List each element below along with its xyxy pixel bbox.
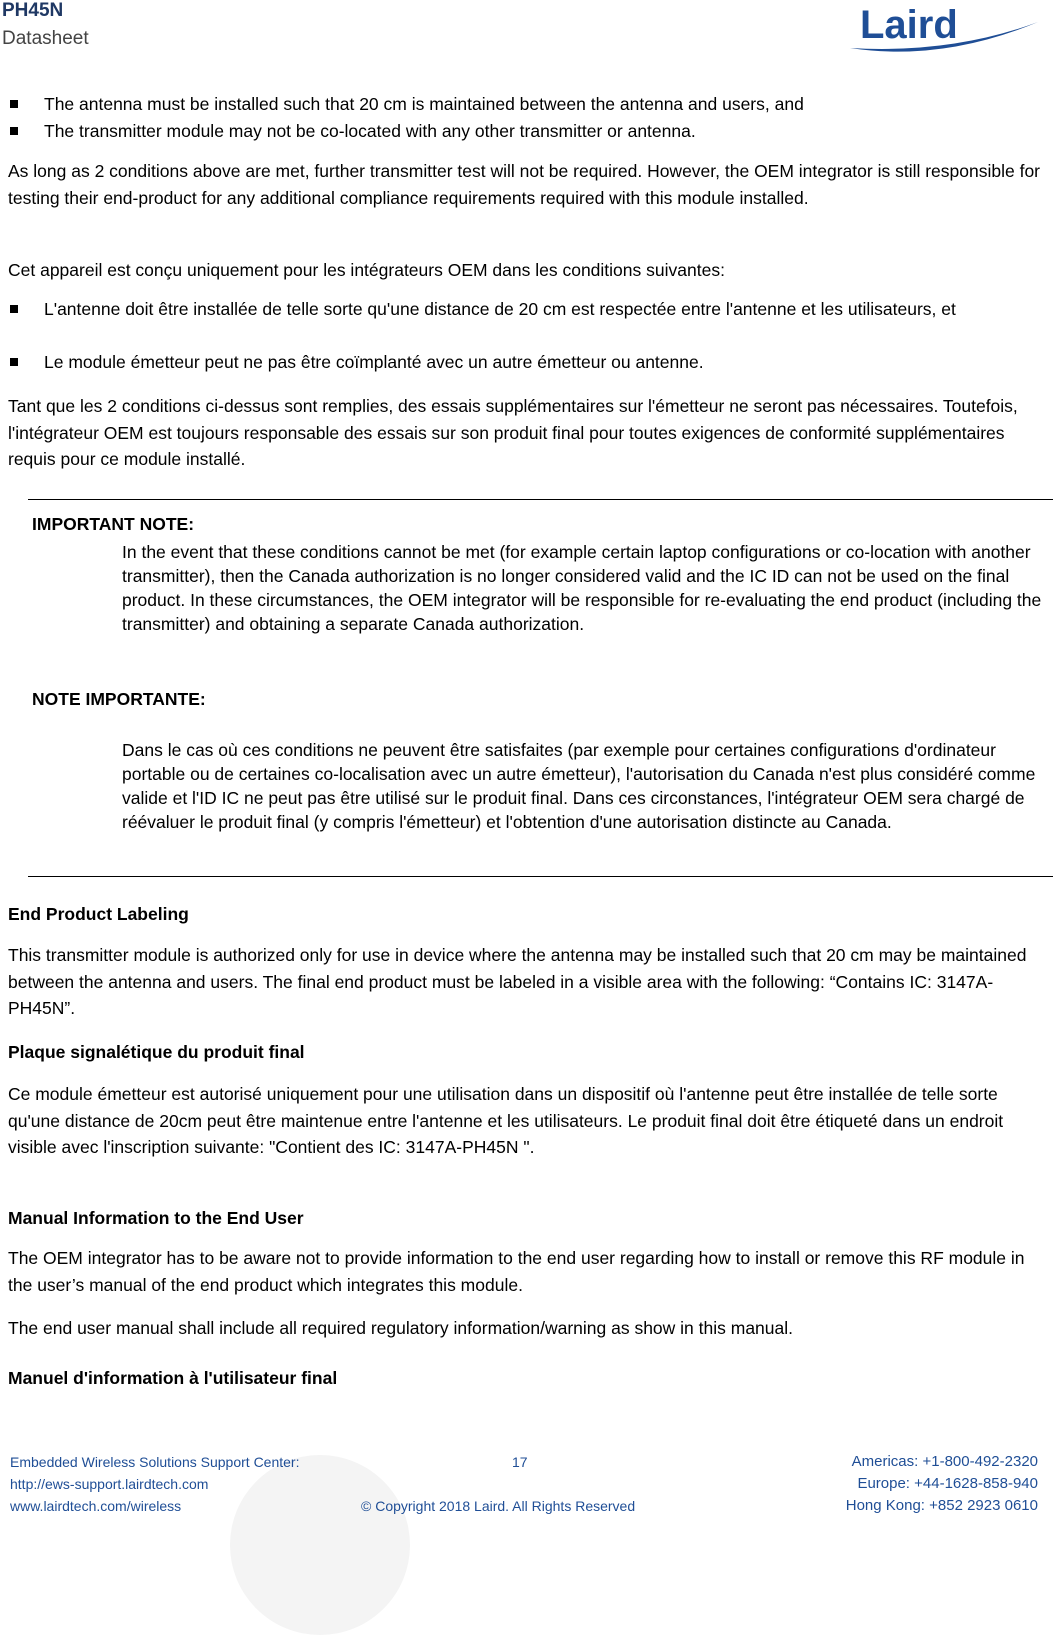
note-fr-body: Dans le cas où ces conditions ne peuvent être satisfaites (par exemple pour certaines configurations d'ordinateur portable ou de certaines co-localisation avec un autre émetteur), l'autorisation du Canada n'est plus considéré comme valide et l'ID IC ne peut pas être utilisé sur le produit final. Dans ces circonstances, l'intégrateur OEM sera chargé de réévaluer le produit final (y compris l'émetteur) et l'obtention d'une autorisation distincte au Canada. — [122, 740, 1036, 832]
divider — [28, 876, 1053, 877]
bullet-square-icon — [10, 358, 18, 366]
section-heading: Manuel d'information à l'utilisateur final — [8, 1368, 338, 1388]
note-en-body: In the event that these conditions cannot be met (for example certain laptop configurations or co-location with another transmitter), then the Canada authorization is no longer considered valid and the IC ID can not be used on the final product. In these circumstances, the OEM integrator will be responsible for re-evaluating the end product (including the transmitter) and obtaining a separate Canada authorization. — [122, 542, 1042, 634]
footer-left — [10, 1451, 299, 1517]
section-heading: Manual Information to the End User — [8, 1208, 304, 1228]
section-heading: End Product Labeling — [8, 904, 189, 924]
manual-paragraph: The OEM integrator has to be aware not to provide information to the end user regarding how to install or remove this RF module in the user’s manual of the end product which integrates this module. — [8, 1248, 1025, 1295]
note-fr-title: NOTE IMPORTANTE: — [32, 689, 206, 709]
copyright: © Copyright 2018 Laird. All Rights Reserved — [361, 1498, 636, 1514]
americas-phone: Americas: +1-800-492-2320 — [851, 1453, 1038, 1470]
product-code: PH45N — [2, 0, 64, 21]
website-link[interactable]: www.lairdtech.com/wireless — [10, 1498, 182, 1514]
hongkong-phone: Hong Kong: +852 2923 0610 — [845, 1497, 1038, 1514]
manual-paragraph: The end user manual shall include all required regulatory information/warning as show in this manual. — [8, 1318, 794, 1338]
bullet-square-icon — [10, 100, 18, 108]
paragraph-en: As long as 2 conditions above are met, further transmitter test will not be required. However, the OEM integrator is still responsible for testing their end-product for any additional compliance requirements required with this module installed. — [8, 161, 1041, 208]
intro-fr: Cet appareil est conçu uniquement pour les intégrateurs OEM dans les conditions suivantes: — [8, 260, 725, 280]
paragraph-fr: Tant que les 2 conditions ci-dessus sont remplies, des essais supplémentaires sur l'émetteur ne seront pas nécessaires. Toutefois, l'intégrateur OEM est toujours responsable des essais sur son produit final pour toutes exigences de conformité supplémentaires requis pour ce module installé. — [8, 396, 1018, 469]
divider — [28, 499, 1053, 500]
support-link[interactable]: http://ews-support.lairdtech.com — [10, 1476, 209, 1492]
note-en-title: IMPORTANT NOTE: — [32, 514, 195, 534]
bullet-square-icon — [10, 305, 18, 313]
laird-logo — [842, 0, 1042, 58]
footer-right — [846, 1451, 1038, 1517]
label-fr-body: Ce module émetteur est autorisé uniquement pour une utilisation dans un dispositif où l'antenne peut être installée de telle sorte qu'une distance de 20cm peut être maintenue entre l'antenne et les utilisateurs. Le produit final doit être étiqueté dans un endroit visible avec l'inscription suivante: "Contient des IC: 3147A-PH45N ". — [8, 1084, 1004, 1157]
support-center-label: Embedded Wireless Solutions Support Center: — [10, 1454, 300, 1470]
doc-type: Datasheet — [2, 28, 89, 49]
bullet-square-icon — [10, 127, 18, 135]
label-en-body: This transmitter module is authorized only for use in device where the antenna may be installed such that 20 cm may be maintained between the antenna and users. The final end product must be labeled in a visible area with the following: “Contains IC: 3147A-PH45N”. — [8, 945, 1027, 1018]
europe-phone: Europe: +44-1628-858-940 — [857, 1475, 1038, 1492]
logo-text: Laird — [860, 3, 958, 47]
section-heading: Plaque signalétique du produit final — [8, 1042, 305, 1062]
page-number: 17 — [512, 1454, 528, 1470]
